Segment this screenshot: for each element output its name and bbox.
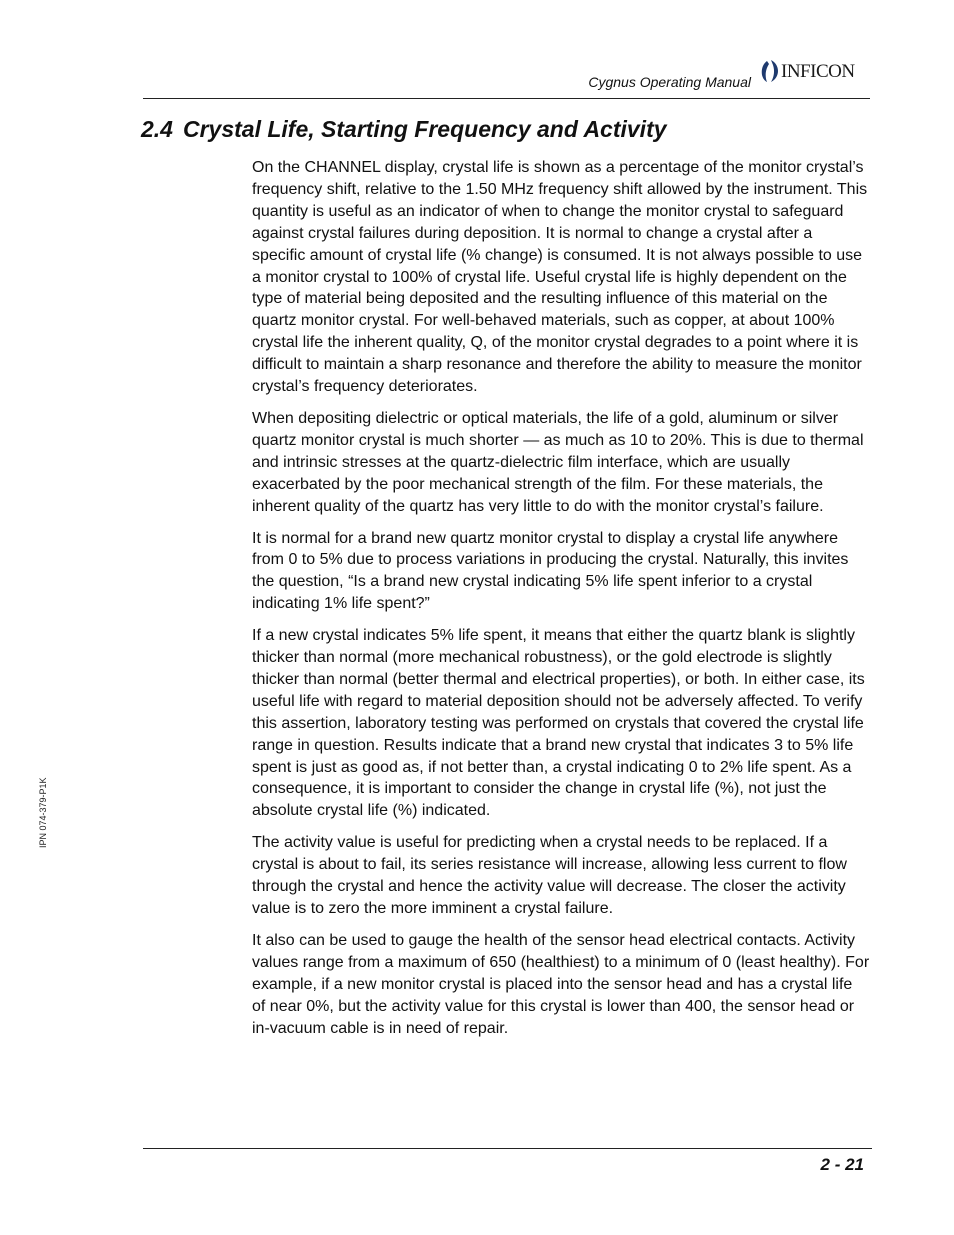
inficon-logo bbox=[760, 59, 872, 85]
section-title bbox=[141, 116, 667, 143]
manual-title: Cygnus Operating Manual bbox=[588, 74, 751, 90]
section-title-text: Crystal Life, Starting Frequency and Activity bbox=[182, 116, 667, 142]
paragraph: The activity value is useful for predicting when a crystal needs to be replaced. If a crystal is about to fail, its series resistance will increase, allowing less current to flow through the crystal and hence the activity value will decrease. The closer the activity value is to zero the more imminent a crystal failure. bbox=[252, 834, 847, 917]
paragraph: It also can be used to gauge the health of the sensor head electrical contacts. Activity values range from a maximum of 650 (healthiest) to a minimum of 0 (least healthy). For example, if a new monitor crystal is placed into the sensor head and has a crystal life of near 0%, but the activity value for this crystal is lower than 400, the sensor head or in-vacuum cable is in need of repair. bbox=[252, 931, 870, 1037]
paragraph: On the CHANNEL display, crystal life is shown as a percentage of the monitor crystal’s frequency shift, relative to the 1.50 MHz frequency shift allowed by the instrument. This quantity is useful as an indicator of when to change the monitor crystal to safeguard against crystal failures during deposition. It is normal to change a crystal after a specific amount of crystal life (% change) is consumed. It is not always possible to use a monitor crystal to 100% of crystal life. Useful crystal life is highly dependent on the type of material being deposited and the resulting influence of this material on the quartz monitor crystal. For well-behaved materials, such as copper, at about 100% crystal life the inherent quality, Q, of the monitor crystal degrades to a point where it is difficult to maintain a sharp resonance and therefore the ability to measure the monitor crystal’s frequency deteriorates. bbox=[252, 159, 868, 396]
header-divider bbox=[143, 98, 870, 99]
page-number: 2 - 21 bbox=[820, 1155, 864, 1174]
paragraph: It is normal for a brand new quartz monitor crystal to display a crystal life anywhere from 0 to 5% due to process variations in producing the crystal. Naturally, this invites the question, “Is a brand new crystal indicating 5% life spent inferior to a crystal indicating 1% life spent?” bbox=[252, 529, 849, 613]
footer-divider bbox=[143, 1148, 872, 1149]
inficon-logo-mark-icon bbox=[760, 59, 780, 83]
paragraph: If a new crystal indicates 5% life spent, it means that either the quartz blank is slightly thicker than normal (more mechanical robustness), or the gold electrode is slightly thicker than normal (better thermal and electrical properties), or both. In either case, its useful life with regard to material deposition should not be adversely affected. To verify this assertion, laboratory testing was performed on crystals that covered the crystal life range in question. Results indicate that a brand new crystal that indicates 3 to 5% life spent is just as good as, if not better than, a crystal indicating 0 to 2% life spent. As a consequence, it is important to consider the change in crystal life (%), not just the absolute crystal life (%) indicated. bbox=[252, 627, 865, 820]
side-ipn-label: IPN 074-379-P1K bbox=[38, 777, 48, 848]
paragraph: When depositing dielectric or optical materials, the life of a gold, aluminum or silver quartz monitor crystal is much shorter — as much as 10 to 20%. This is due to thermal and intrinsic stresses at the quartz-dielectric film interface, which are usually exacerbated by the poor mechanical strength of the film. For these materials, the inherent quality of the quartz has very little to do with the monitor crystal’s failure. bbox=[252, 409, 864, 515]
inficon-logo-text: INFICON bbox=[781, 61, 855, 82]
section-number: 2.4 bbox=[141, 116, 173, 142]
body-text bbox=[252, 157, 870, 1049]
